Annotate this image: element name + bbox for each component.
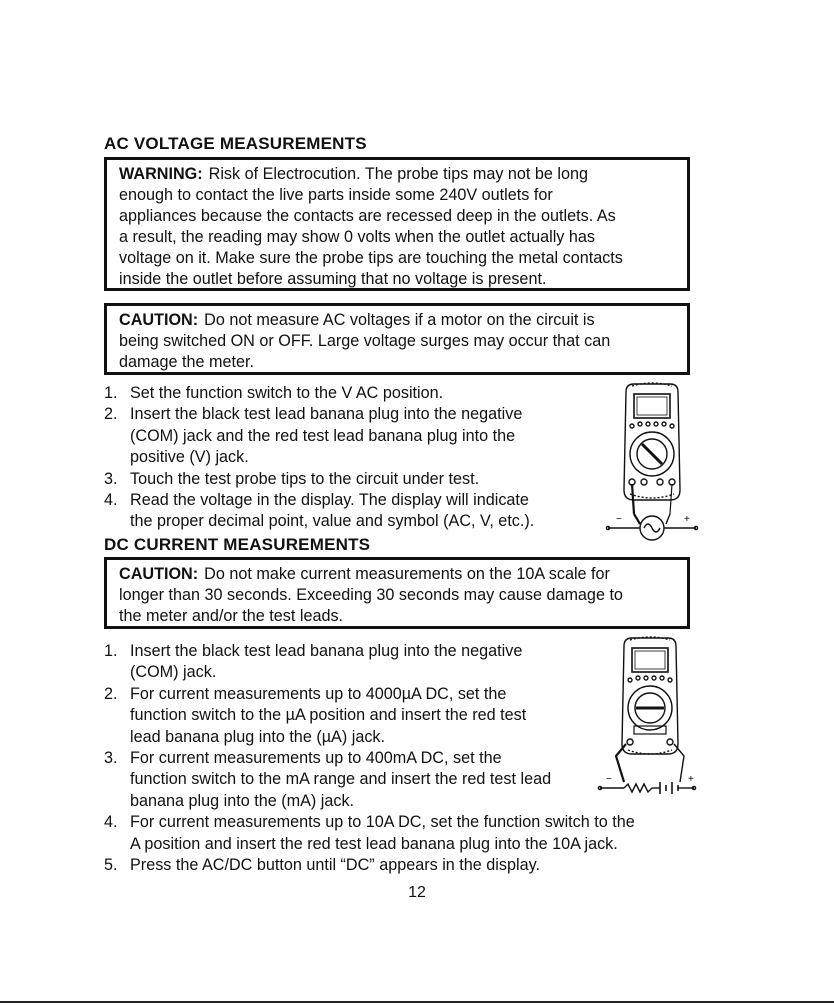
dc-steps-list — [104, 641, 635, 876]
list-item: 4. For current measurements up to 10A DC, set the function switch to the A position and insert the red test lead banana plug into the 10A jack. — [104, 813, 635, 853]
caution-line: CAUTION: Do not measure AC voltages if a motor on the circuit is — [119, 311, 595, 329]
caution-label: CAUTION: — [119, 311, 199, 329]
warning-line: enough to contact the live parts inside some 240V outlets for — [119, 186, 553, 204]
ac-voltage-heading: AC VOLTAGE MEASUREMENTS — [104, 134, 367, 153]
page-number: 12 — [408, 884, 426, 901]
multimeter-ac-illustration — [604, 378, 700, 546]
ac-caution-box — [104, 303, 690, 375]
warning-line: inside the outlet before assuming that no voltage is present. — [119, 270, 547, 288]
list-item: 2. Insert the black test lead banana plug into the negative (COM) jack and the red test lead banana plug into the positive (V) jack. — [104, 405, 523, 467]
plus-sign: + — [684, 514, 690, 525]
list-item: 1. Insert the black test lead banana plug into the negative (COM) jack. — [104, 642, 523, 682]
warning-line: WARNING: Risk of Electrocution. The probe tips may not be long — [119, 165, 589, 183]
dc-current-heading: DC CURRENT MEASUREMENTS — [104, 535, 371, 554]
ac-warning-box — [104, 157, 690, 291]
caution-line: longer than 30 seconds. Exceeding 30 seconds may cause damage to — [119, 586, 623, 604]
list-item: 4. Read the voltage in the display. The display will indicate the proper decimal point, value and symbol (AC, V, etc.). — [104, 491, 535, 531]
list-item: 3. Touch the test probe tips to the circuit under test. — [104, 469, 480, 488]
warning-label: WARNING: — [119, 165, 203, 183]
list-item: 5. Press the AC/DC button until “DC” appears in the display. — [104, 856, 540, 875]
ac-steps-list — [104, 383, 534, 533]
minus-sign: − — [606, 774, 612, 785]
page-bottom-rule — [0, 1001, 834, 1003]
list-item: 1. Set the function switch to the V AC position. — [104, 384, 444, 402]
multimeter-dc-illustration — [596, 632, 700, 804]
minus-sign: − — [616, 514, 622, 525]
caution-label: CAUTION: — [119, 565, 199, 583]
caution-line: CAUTION: Do not make current measurements on the 10A scale for — [119, 565, 610, 583]
caution-line: the meter and/or the test leads. — [119, 607, 344, 625]
caution-line: being switched ON or OFF. Large voltage surges may occur that can — [119, 332, 611, 350]
dc-caution-box — [104, 557, 690, 629]
warning-line: a result, the reading may show 0 volts when the outlet actually has — [119, 228, 595, 246]
list-item: 3. For current measurements up to 400mA DC, set the function switch to the mA range and insert the red test lead banana plug into the (mA) jack. — [104, 749, 552, 810]
caution-line: damage the meter. — [119, 353, 254, 371]
warning-line: voltage on it. Make sure the probe tips are touching the metal contacts — [119, 249, 623, 267]
warning-line: appliances because the contacts are recessed deep in the outlets. As — [119, 207, 616, 225]
plus-sign: + — [688, 774, 694, 785]
list-item: 2. For current measurements up to 4000µA DC, set the function switch to the µA position and insert the red test lead banana plug into the (µA) jack. — [104, 684, 527, 746]
